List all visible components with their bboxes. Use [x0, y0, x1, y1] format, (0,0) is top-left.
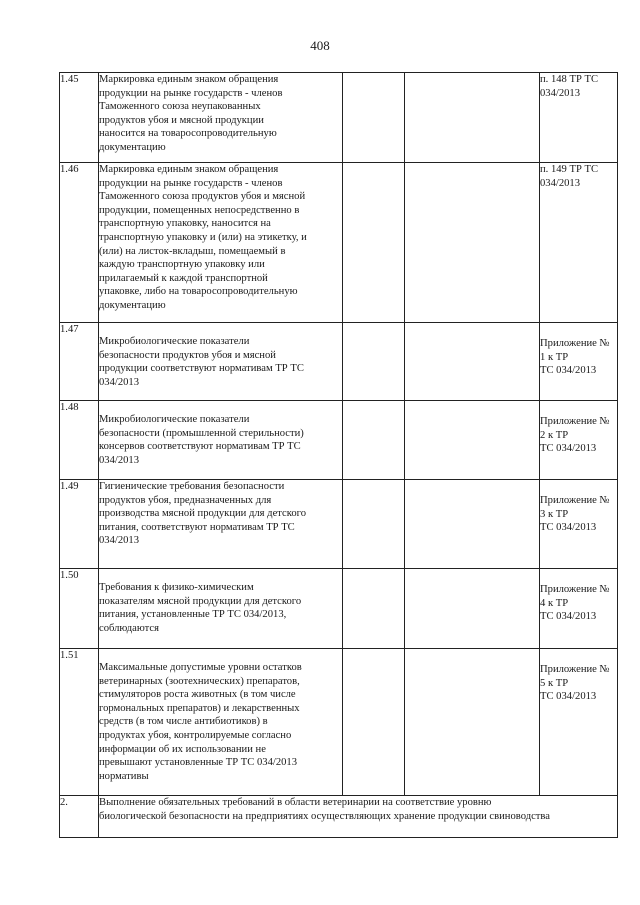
legal-reference: Приложение № 1 к ТР ТС 034/2013	[540, 323, 618, 401]
section-number: 2.	[60, 796, 99, 838]
row-number: 1.51	[60, 649, 99, 796]
empty-cell	[343, 401, 405, 480]
table-row	[60, 401, 618, 480]
row-number: 1.48	[60, 401, 99, 480]
requirement-text: Маркировка единым знаком обращения продукции на рынке государств - членов Таможенного союза неупакованных продуктов убоя и мясной продукции наносится на товаросопроводительную документацию	[99, 73, 343, 163]
legal-reference: Приложение № 3 к ТР ТС 034/2013	[540, 480, 618, 569]
legal-reference: Приложение № 5 к ТР ТС 034/2013	[540, 649, 618, 796]
table-row	[60, 73, 618, 163]
table-row	[60, 480, 618, 569]
legal-reference: п. 149 ТР ТС 034/2013	[540, 163, 618, 323]
table-row	[60, 649, 618, 796]
empty-cell	[343, 73, 405, 163]
empty-cell	[343, 649, 405, 796]
table-row	[60, 163, 618, 323]
row-number: 1.49	[60, 480, 99, 569]
requirement-text: Требования к физико-химическим показателям мясной продукции для детского питания, установленные ТР ТС 034/2013, соблюдаются	[99, 569, 343, 649]
requirements-table	[59, 72, 618, 838]
empty-cell	[405, 163, 540, 323]
empty-cell	[405, 649, 540, 796]
empty-cell	[405, 73, 540, 163]
requirement-text: Микробиологические показатели безопасности продуктов убоя и мясной продукции соответствуют нормативам ТР ТС 034/2013	[99, 323, 343, 401]
legal-reference: Приложение № 2 к ТР ТС 034/2013	[540, 401, 618, 480]
requirement-text: Микробиологические показатели безопасности (промышленной стерильности) консервов соответствуют нормативам ТР ТС 034/2013	[99, 401, 343, 480]
empty-cell	[343, 323, 405, 401]
empty-cell	[405, 323, 540, 401]
table-row	[60, 569, 618, 649]
legal-reference: Приложение № 4 к ТР ТС 034/2013	[540, 569, 618, 649]
row-number: 1.50	[60, 569, 99, 649]
section-heading: Выполнение обязательных требований в области ветеринарии на соответствие уровню биологической безопасности на предприятиях осуществляющих хранение продукции свиноводства	[99, 796, 618, 838]
empty-cell	[343, 163, 405, 323]
empty-cell	[405, 480, 540, 569]
section-row	[60, 796, 618, 838]
empty-cell	[343, 480, 405, 569]
requirement-text: Маркировка единым знаком обращения продукции на рынке государств - членов Таможенного союза продуктов убоя и мясной продукции, помещенных непосредственно в транспортную упаковку, наносится на транспортную упаковку и (или) на этикетку, и (или) на листок-вкладыш, помещаемый в каждую транспортную упаковку или прилагаемый к каждой транспортной упаковке, либо на товаросопроводительную документацию	[99, 163, 343, 323]
requirement-text: Гигиенические требования безопасности продуктов убоя, предназначенных для производства мясной продукции для детского питания, соответствуют нормативам ТР ТС 034/2013	[99, 480, 343, 569]
row-number: 1.46	[60, 163, 99, 323]
page-number: 408	[310, 38, 330, 53]
empty-cell	[405, 401, 540, 480]
empty-cell	[343, 569, 405, 649]
empty-cell	[405, 569, 540, 649]
table-row	[60, 323, 618, 401]
legal-reference: п. 148 ТР ТС 034/2013	[540, 73, 618, 163]
requirement-text: Максимальные допустимые уровни остатков ветеринарных (зоотехнических) препаратов, стимуляторов роста животных (в том числе гормональных препаратов) и лекарственных средств (в том числе антибиотиков) в продуктах убоя, контролируемые согласно информации об их использовании не превышают установленные ТР ТС 034/2013 нормативы	[99, 649, 343, 796]
row-number: 1.47	[60, 323, 99, 401]
row-number: 1.45	[60, 73, 99, 163]
